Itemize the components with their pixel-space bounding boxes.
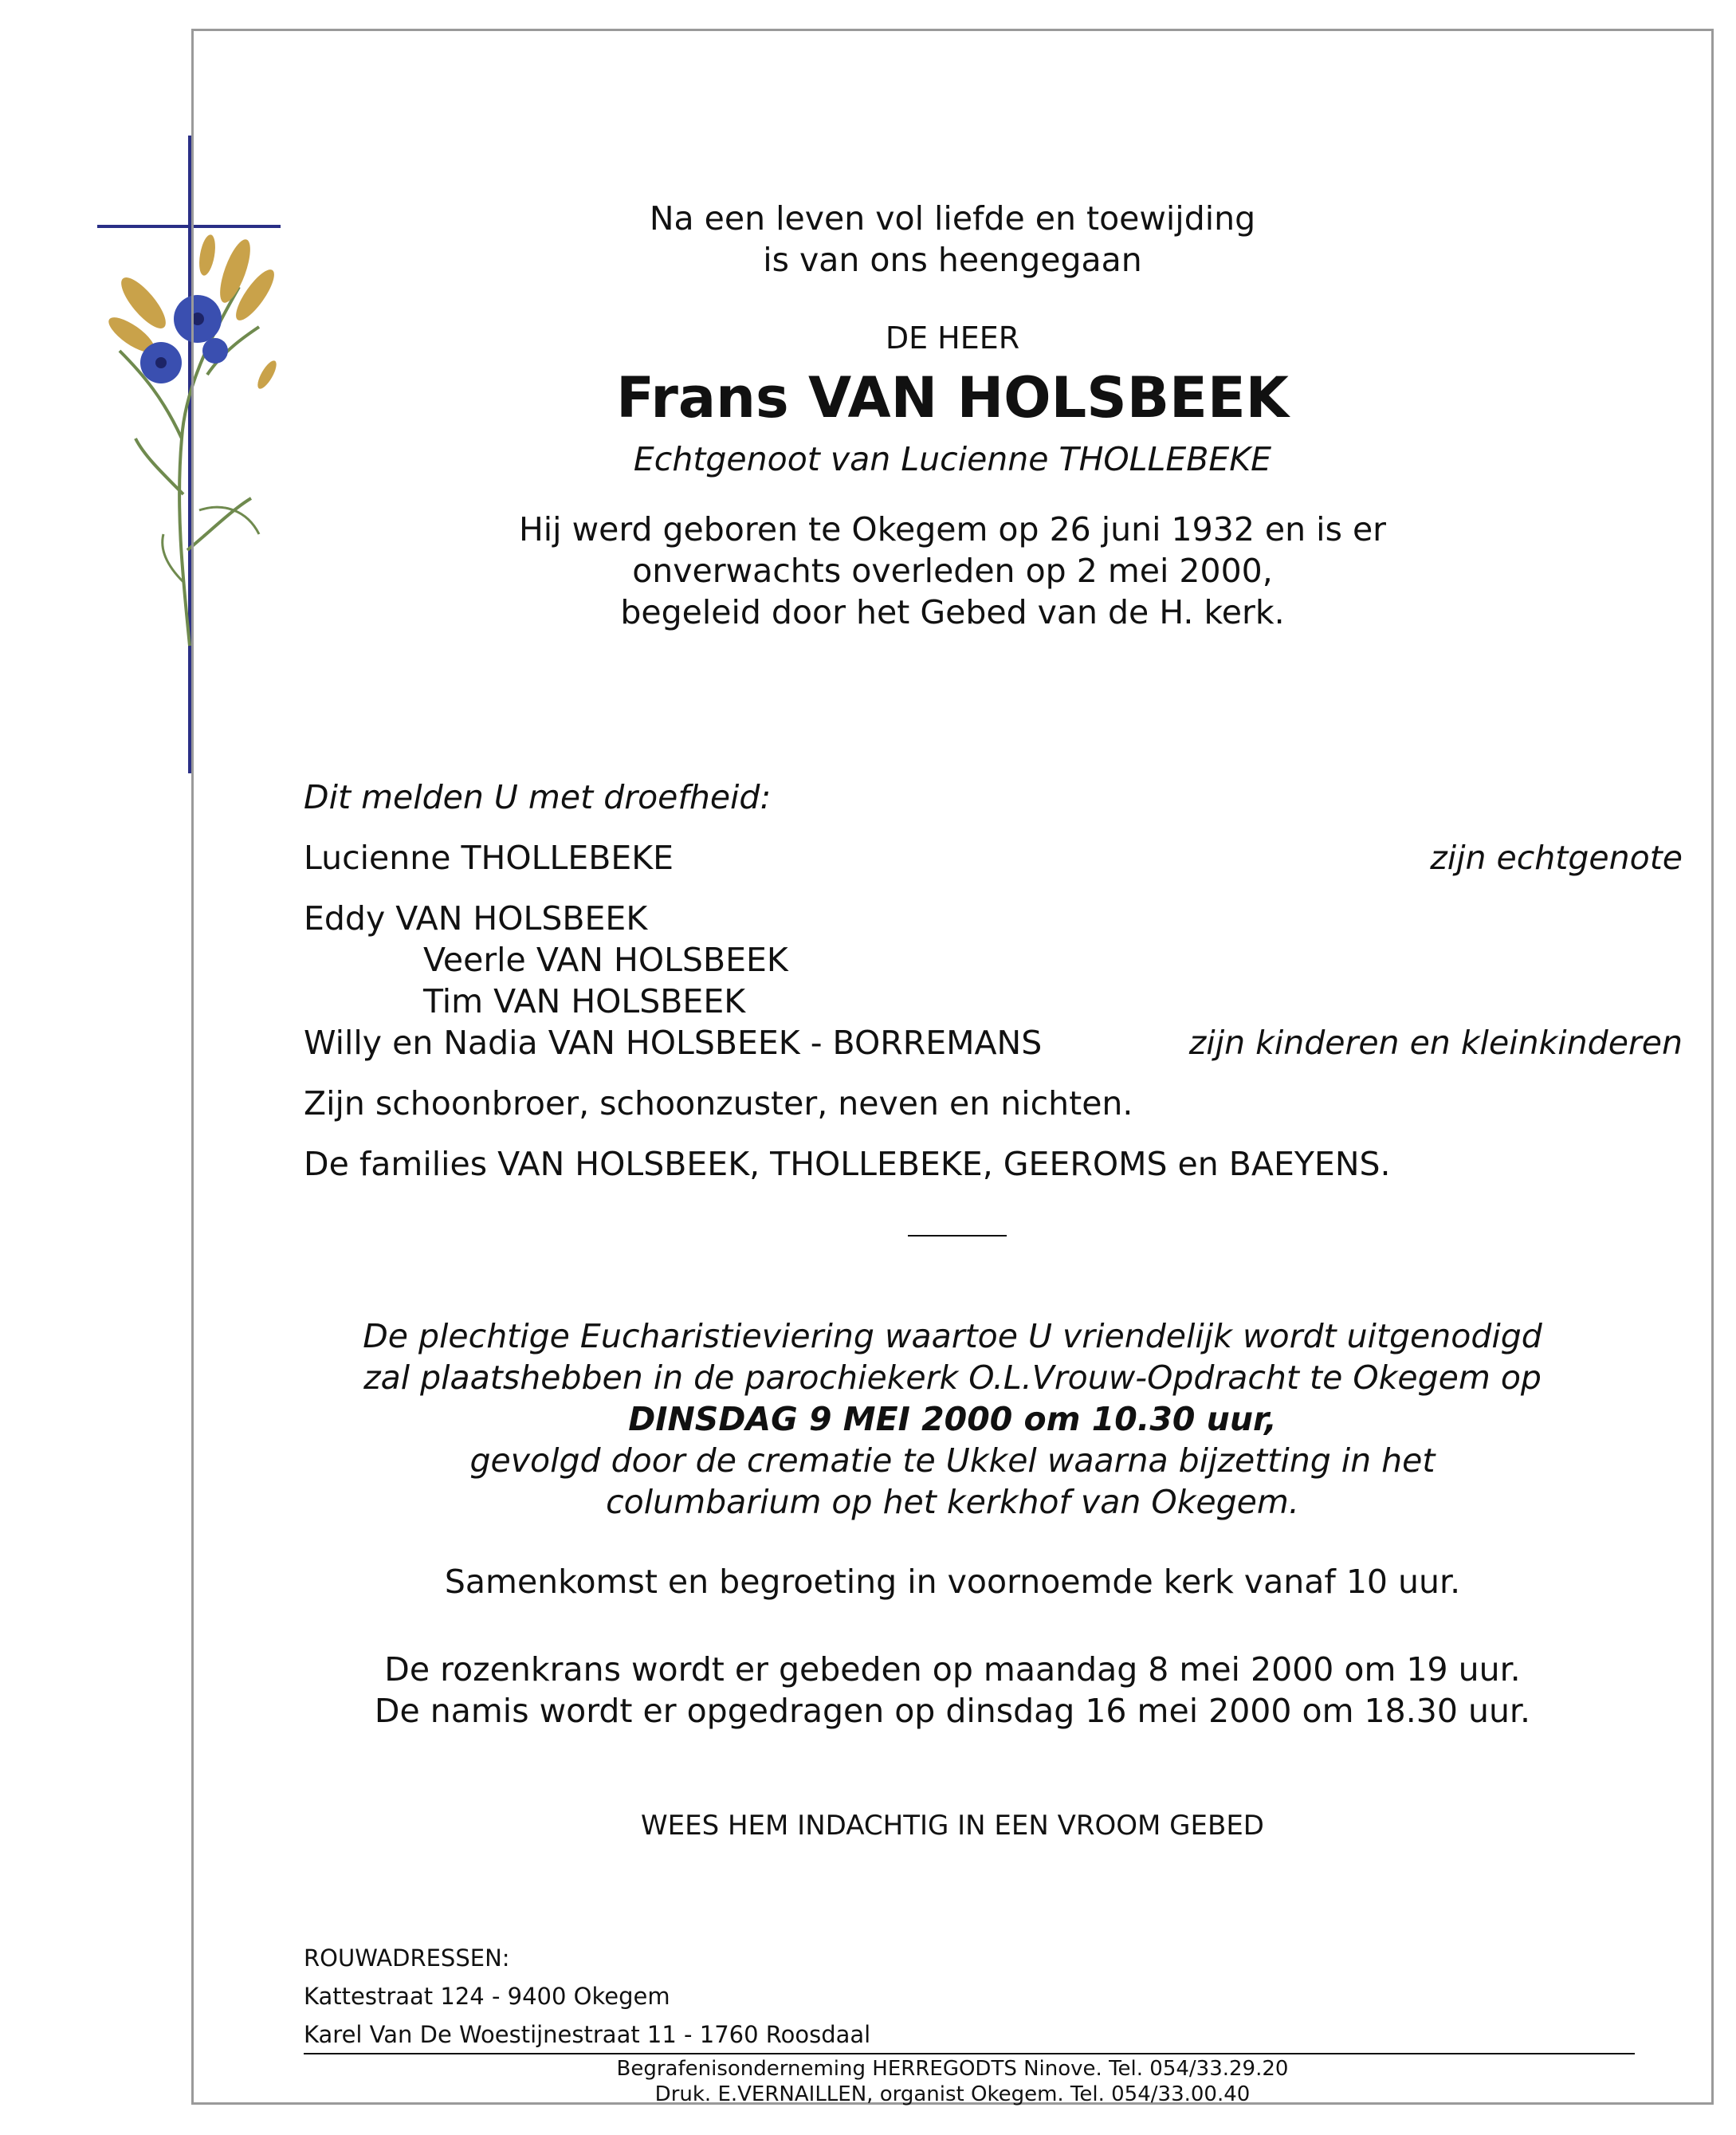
mourner-relatives: Zijn schoonbroer, schoonzuster, neven en nichten.: [304, 1084, 1133, 1123]
rosary-note: De rozenkrans wordt er gebeden op maandag 8 mei 2000 om 19 uur.: [384, 1650, 1521, 1689]
mourner-grandchild-2: Tim VAN HOLSBEEK: [423, 982, 746, 1020]
service-date: DINSDAG 9 MEI 2000 om 10.30 uur,: [628, 1400, 1277, 1438]
service-line-2: zal plaatshebben in de parochiekerk O.L.Vrouw-Opdracht te Okegem op: [363, 1358, 1542, 1397]
gathering-note: Samenkomst en begroeting in voornoemde kerk vanaf 10 uur.: [444, 1563, 1461, 1601]
intro-line-1: Na een leven vol liefde en toewijding: [649, 199, 1256, 238]
section-divider: [908, 1235, 1007, 1237]
mourner-children-role: zijn kinderen en kleinkinderen: [1188, 1024, 1683, 1062]
addresses-heading: ROUWADRESSEN:: [304, 1944, 510, 1972]
announcement-heading: Dit melden U met droefheid:: [304, 778, 772, 816]
mourner-spouse: Lucienne THOLLEBEKE: [304, 839, 674, 877]
intro-line-2: is van ons heengegaan: [763, 241, 1142, 279]
address-2: Karel Van De Woestijnestraat 11 - 1760 Roosdaal: [304, 2021, 871, 2048]
spouse-note: Echtgenoot van Lucienne THOLLEBEKE: [633, 440, 1272, 478]
life-line-3: begeleid door het Gebed van de H. kerk.: [620, 593, 1285, 631]
service-line-1: De plechtige Eucharistieviering waartoe U vriendelijk wordt uitgenodigd: [363, 1317, 1542, 1355]
life-line-1: Hij werd geboren te Okegem op 26 juni 1932 en is er: [518, 510, 1387, 548]
mourner-families: De families VAN HOLSBEEK, THOLLEBEKE, GEEROMS en BAEYENS.: [304, 1145, 1391, 1183]
mass-note: De namis wordt er opgedragen op dinsdag 16 mei 2000 om 18.30 uur.: [374, 1692, 1531, 1730]
mourner-spouse-role: zijn echtgenote: [1430, 839, 1683, 877]
remembrance-line: WEES HEM INDACHTIG IN EEN VROOM GEBED: [641, 1810, 1264, 1842]
footer-rule: [304, 2053, 1635, 2054]
mourner-grandchild-1: Veerle VAN HOLSBEEK: [423, 941, 788, 979]
life-line-2: onverwachts overleden op 2 mei 2000,: [632, 552, 1273, 590]
printer-credit: Druk. E.VERNAILLEN, organist Okegem. Tel. 054/33.00.40: [654, 2082, 1251, 2106]
funeral-home: Begrafenisonderneming HERREGODTS Ninove. Tel. 054/33.29.20: [616, 2057, 1289, 2081]
service-line-3: gevolgd door de crematie te Ukkel waarna bijzetting in het: [469, 1441, 1436, 1480]
service-line-4: columbarium op het kerkhof van Okegem.: [606, 1483, 1299, 1521]
deceased-name: Frans VAN HOLSBEEK: [616, 365, 1289, 431]
mourner-child-1: Eddy VAN HOLSBEEK: [304, 899, 648, 938]
mourner-child-2: Willy en Nadia VAN HOLSBEEK - BORREMANS: [304, 1024, 1043, 1062]
honorific: DE HEER: [885, 320, 1020, 356]
address-1: Kattestraat 124 - 9400 Okegem: [304, 1983, 670, 2010]
obituary-card: [191, 29, 1714, 2105]
